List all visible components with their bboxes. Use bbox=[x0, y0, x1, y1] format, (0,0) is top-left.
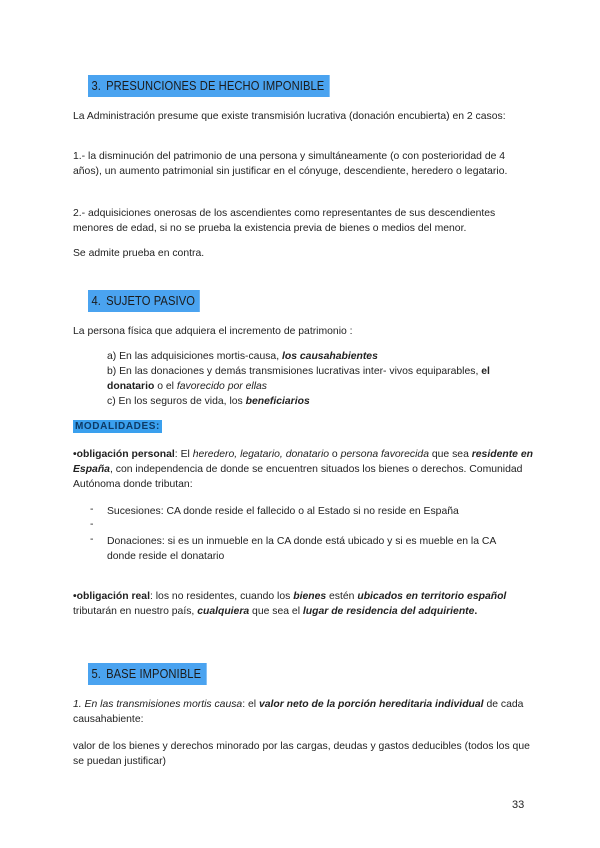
text-fragment: : los no residentes, cuando los bbox=[149, 591, 294, 602]
obligacion-real-title: obligación real bbox=[76, 591, 150, 602]
dash-3: - bbox=[90, 534, 94, 545]
italic-fragment: heredero, legatario, donatario bbox=[192, 449, 330, 460]
text-fragment: , con independencia de donde se encuentren situados los bienes o derechos. Comunidad Autónoma donde tributan: bbox=[73, 464, 523, 490]
paragraph-case-2: 2.- adquisiciones onerosas de los ascendientes como representantes de sus descendientes menores de edad, si no se prueba la existencia previa de bienes o medios del menor. bbox=[73, 208, 496, 234]
paragraph-base-1 bbox=[73, 697, 533, 727]
text-fragment: : El bbox=[174, 449, 193, 460]
list-item-b-emphasis: el donatario bbox=[107, 366, 490, 392]
list-item-a-text: a) En las adquisiciones mortis-causa, bbox=[107, 351, 282, 362]
list-item-b bbox=[107, 364, 527, 394]
emphasis-fragment: bienes bbox=[293, 591, 327, 602]
modalidades-label-wrap bbox=[73, 421, 162, 432]
paragraph-intro-presunciones: La Administración presume que existe transmisión lucrativa (donación encubierta) en 2 casos: bbox=[73, 111, 506, 122]
bullet: • bbox=[73, 449, 77, 460]
dash-item-donaciones: Donaciones: si es un inmueble en la CA donde está ubicado y si es mueble en la CA donde reside el donatario bbox=[107, 536, 496, 562]
emphasis-fragment: residente en España bbox=[73, 449, 533, 475]
section-heading-4 bbox=[88, 290, 200, 312]
list-item-c-text: c) En los seguros de vida, los bbox=[107, 396, 246, 407]
obligacion-personal-title: obligación personal bbox=[76, 449, 175, 460]
page-number: 33 bbox=[512, 799, 525, 811]
modalidades-label: MODALIDADES: bbox=[75, 421, 160, 432]
text-fragment: o bbox=[329, 449, 341, 460]
list-item-b-text: b) En las donaciones y demás transmisiones lucrativas inter- vivos equiparables, bbox=[107, 366, 482, 377]
list-item-a bbox=[107, 349, 527, 364]
dash-item-sucesiones: Sucesiones: CA donde reside el fallecido o al Estado si no reside en España bbox=[107, 506, 459, 517]
emphasis-fragment: lugar de residencia del adquiriente bbox=[302, 606, 475, 617]
text-fragment: : el bbox=[242, 699, 259, 710]
list-item-b-connector: o el bbox=[154, 381, 177, 392]
emphasis-fragment: ubicados en territorio español bbox=[357, 591, 507, 602]
list-item-c bbox=[107, 394, 527, 409]
section-title: BASE IMPONIBLE bbox=[106, 666, 202, 681]
italic-fragment: 1. En las transmisiones mortis causa bbox=[73, 699, 243, 710]
list-item-c-emphasis: beneficiarios bbox=[245, 396, 310, 407]
bullet: • bbox=[73, 591, 77, 602]
text-fragment: que sea el bbox=[249, 606, 303, 617]
section-number: 3. bbox=[91, 78, 101, 93]
italic-fragment: persona favorecida bbox=[340, 449, 429, 460]
section-heading-5 bbox=[88, 663, 206, 685]
text-fragment: . bbox=[474, 606, 478, 617]
text-fragment: tributarán en nuestro país, bbox=[73, 606, 198, 617]
paragraph-obligacion-personal bbox=[73, 447, 533, 492]
emphasis-fragment: valor neto de la porción hereditaria individual bbox=[258, 699, 484, 710]
list-item-a-emphasis: los causahabientes bbox=[282, 351, 378, 362]
emphasis-fragment: cualquiera bbox=[197, 606, 250, 617]
text-fragment: que sea bbox=[428, 449, 472, 460]
paragraph-base-2: valor de los bienes y derechos minorado por las cargas, deudas y gastos deducibles (todos los que se puedan justificar) bbox=[73, 741, 530, 767]
section-title: PRESUNCIONES DE HECHO IMPONIBLE bbox=[106, 78, 325, 93]
paragraph-proof: Se admite prueba en contra. bbox=[73, 248, 205, 259]
list-item-b-italic: favorecido por ellas bbox=[176, 381, 267, 392]
dash-1: - bbox=[90, 504, 94, 515]
section-number: 5. bbox=[91, 666, 101, 681]
section-title: SUJETO PASIVO bbox=[106, 293, 196, 308]
text-fragment: estén bbox=[326, 591, 358, 602]
section-heading-3 bbox=[88, 75, 329, 97]
text-fragment: de cada causahabiente: bbox=[73, 699, 524, 725]
paragraph-case-1: 1.- la disminución del patrimonio de una persona y simultáneamente (o con posterioridad de 4 años), un aumento patrimonial sin justificar en el cónyuge, descendiente, heredero o legatario. bbox=[73, 151, 508, 177]
paragraph-obligacion-real bbox=[73, 589, 533, 619]
paragraph-sujeto-intro: La persona física que adquiera el incremento de patrimonio : bbox=[73, 326, 353, 337]
section-number: 4. bbox=[91, 293, 101, 308]
dash-2: - bbox=[90, 519, 94, 530]
